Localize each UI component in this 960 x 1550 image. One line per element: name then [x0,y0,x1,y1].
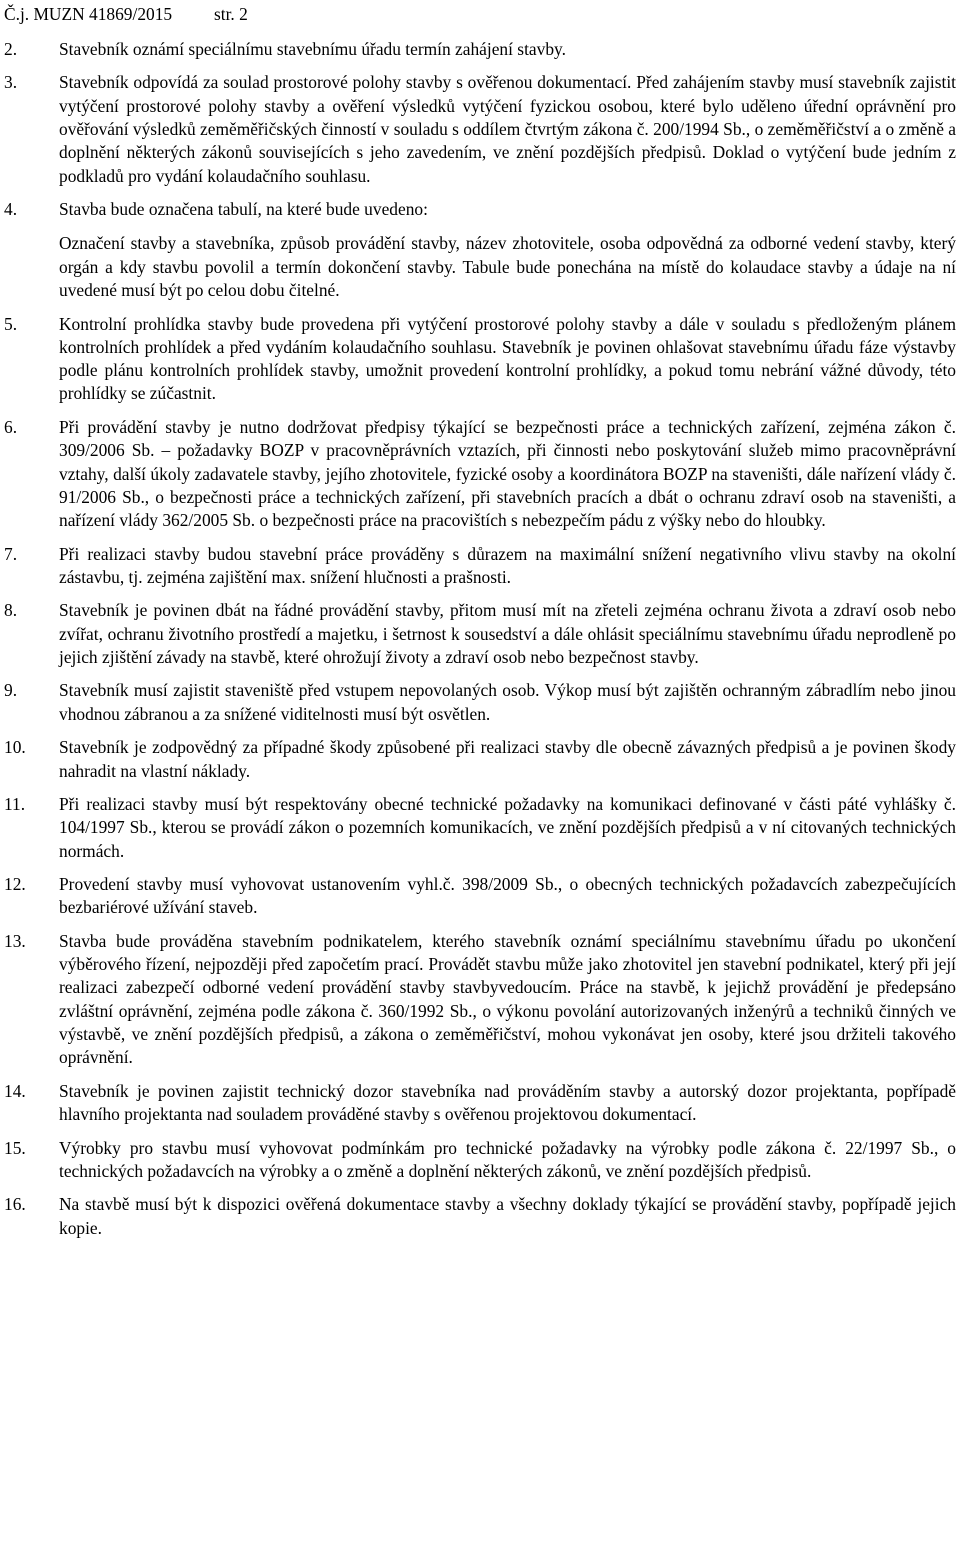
item-number: 16. [4,1194,26,1215]
item-text: Kontrolní prohlídka stavby bude provedena při vytýčení prostorové polohy stavby a dále v souladu s předloženým plánem kontrolních prohlídek a před vydáním kolaudačního souhlasu. Stavebník je povinen ohlašovat stavebnímu úřadu fáze výstavby podle plánu kontrolních prohlídek stavby, umožnit provedení kontrolní prohlídky, a pokud tomu nebrání vážné důvody, této prohlídky se zúčastnit. [59,313,956,404]
list-item [4,1137,956,1184]
conditions-list [4,38,956,1250]
list-item [4,543,956,590]
item-number: 4. [4,199,18,220]
list-item [4,930,956,1070]
item-number: 10. [4,737,26,758]
list-item [4,313,956,406]
item-subparagraph: Označení stavby a stavebníka, způsob provádění stavby, název zhotovitele, osoba odpovědná za odborné vedení stavby, který orgán a kdy stavbu povolil a termín dokončení stavby. Tabule bude ponechána na místě do kolaudace stavby a údaje na ní uvedené musí být po celou dobu čitelné. [59,233,956,301]
page-number: str. 2 [214,4,248,24]
list-item [4,679,956,726]
item-number: 14. [4,1080,26,1101]
page-header [4,2,956,27]
item-number: 11. [4,794,26,814]
item-text: Stavebník je zodpovědný za případné škody způsobené při realizaci stavby dle obecně závazných předpisů a je povinen škody nahradit na vlastní náklady. [59,737,956,781]
item-text: Stavba bude prováděna stavebním podnikatelem, kterého stavebník oznámí speciálnímu stavebnímu úřadu po ukončení výběrového řízení, nejpozději před započetím prací. Provádět stavbu může jako zhotovitel jen stavební podnikatel, který při její realizaci zabezpečí odborné vedení provádění stavby stavbyvedoucím. Práce na stavbě, k jejichž provádění je předepsáno zvláštní oprávnění, zejména podle zákona č. 360/1992 Sb., o výkonu povolání autorizovaných inženýrů a techniků činných ve výstavbě, ve znění pozdějších předpisů, a zákona o zeměměřičství, mohou vykonávat jen osoby, které jsou držiteli takového oprávnění. [59,930,956,1068]
list-item [4,416,956,532]
item-number: 7. [4,543,18,564]
list-item [4,599,956,669]
item-number: 8. [4,600,18,621]
list-item [4,1080,956,1127]
item-number: 12. [4,874,26,895]
item-text: Výrobky pro stavbu musí vyhovovat podmínkám pro technické požadavky na výrobky podle zákona č. 22/1997 Sb., o technických požadavcích na výrobky a o změně a doplnění některých zákonů, ve znění pozdějších předpisů. [59,1137,956,1181]
item-text: Stavebník je povinen zajistit technický dozor stavebníka nad prováděním stavby a autorský dozor projektanta, popřípadě hlavního projektanta nad souladem prováděné stavby s ověřenou projektovou dokumentací. [59,1080,956,1125]
reference-number: Č.j. MUZN 41869/2015 [4,4,173,24]
item-number: 15. [4,1137,26,1158]
list-item [4,1193,956,1240]
item-text: Stavebník musí zajistit staveniště před vstupem nepovolaných osob. Výkop musí být zajištěn ochranným zábradlím nebo jinou vhodnou zábranou a za snížené viditelnosti musí být osvětlen. [59,680,956,724]
item-text: Při realizaci stavby budou stavební práce prováděny s důrazem na maximální snížení negativního vlivu stavby na okolní zástavbu, tj. zejména zajištění max. snížení hlučnosti a prašnosti. [59,543,956,587]
item-text: Stavebník oznámí speciálnímu stavebnímu úřadu termín zahájení stavby. [59,39,566,59]
item-text: Při provádění stavby je nutno dodržovat předpisy týkající se bezpečnosti práce a technických zařízení, zejména zákon č. 309/2006 Sb. – požadavky BOZP v pracovněprávních vztazích, při činnosti nebo poskytování služeb mimo pracovněprávní vztahy, další úkoly zadavatele stavby, jejího zhotovitele, fyzické osoby a koordinátora BOZP na staveništi, dále nařízení vlády č. 91/2006 Sb., o bezpečnosti práce a technických zařízení, při stavebních pracích a dbát o ochranu zdraví osob na staveništi, a nařízení vlády 362/2005 Sb. o bezpečnosti práce na pracovištích s nebezpečím pádu z výšky nebo do hloubky. [59,416,956,531]
item-text: Na stavbě musí být k dispozici ověřená dokumentace stavby a všechny doklady týkající se provádění stavby, popřípadě jejich kopie. [59,1194,956,1238]
item-text: Při realizaci stavby musí být respektovány obecné technické požadavky na komunikaci definované v části páté vyhlášky č. 104/1997 Sb., kterou se provádí zákon o pozemních komunikacích, ve znění pozdějších předpisů a v ní citovaných technických normách. [59,794,956,861]
item-number: 6. [4,416,18,437]
item-text: Stavebník odpovídá za soulad prostorové polohy stavby s ověřenou dokumentací. Před zahájením stavby musí stavebník zajistit vytýčení prostorové polohy stavby a ověření výsledků vytýčení fyzickou osobou, které bylo uděleno úřední oprávnění pro ověřování výsledků zeměměřičských činností v souladu s oddílem čtvrtým zákona č. 200/1994 Sb., o zeměměřičství a o změně a doplnění některých zákonů souvisejících s jeho zavedením, ve znění pozdějších předpisů. Doklad o vytýčení bude jedním z podkladů pro vydání kolaudačního souhlasu. [59,72,956,186]
list-item [4,71,956,187]
item-text: Provedení stavby musí vyhovovat ustanovením vyhl.č. 398/2009 Sb., o obecných technických požadavcích zabezpečujících bezbariérové užívání staveb. [59,874,956,918]
list-item [4,793,956,863]
list-item [4,873,956,920]
item-text: Stavba bude označena tabulí, na které bude uvedeno: [59,199,428,220]
item-number: 2. [4,39,18,59]
item-number: 9. [4,680,18,701]
item-number: 13. [4,930,26,951]
item-text: Stavebník je povinen dbát na řádné provádění stavby, přitom musí mít na zřeteli zejména ochranu života a zdraví osob nebo zvířat, ochranu životního prostředí a majetku, i šetrnost k sousedství a dále ohlásit speciálnímu stavebnímu úřadu neprodleně po jejich zjištění závady na stavbě, které ohrožují životy a zdraví osob nebo bezpečnost stavby. [59,600,956,667]
list-item [4,736,956,783]
list-item [4,198,956,302]
item-number: 5. [4,313,18,334]
item-number: 3. [4,72,18,93]
list-item [4,38,956,61]
